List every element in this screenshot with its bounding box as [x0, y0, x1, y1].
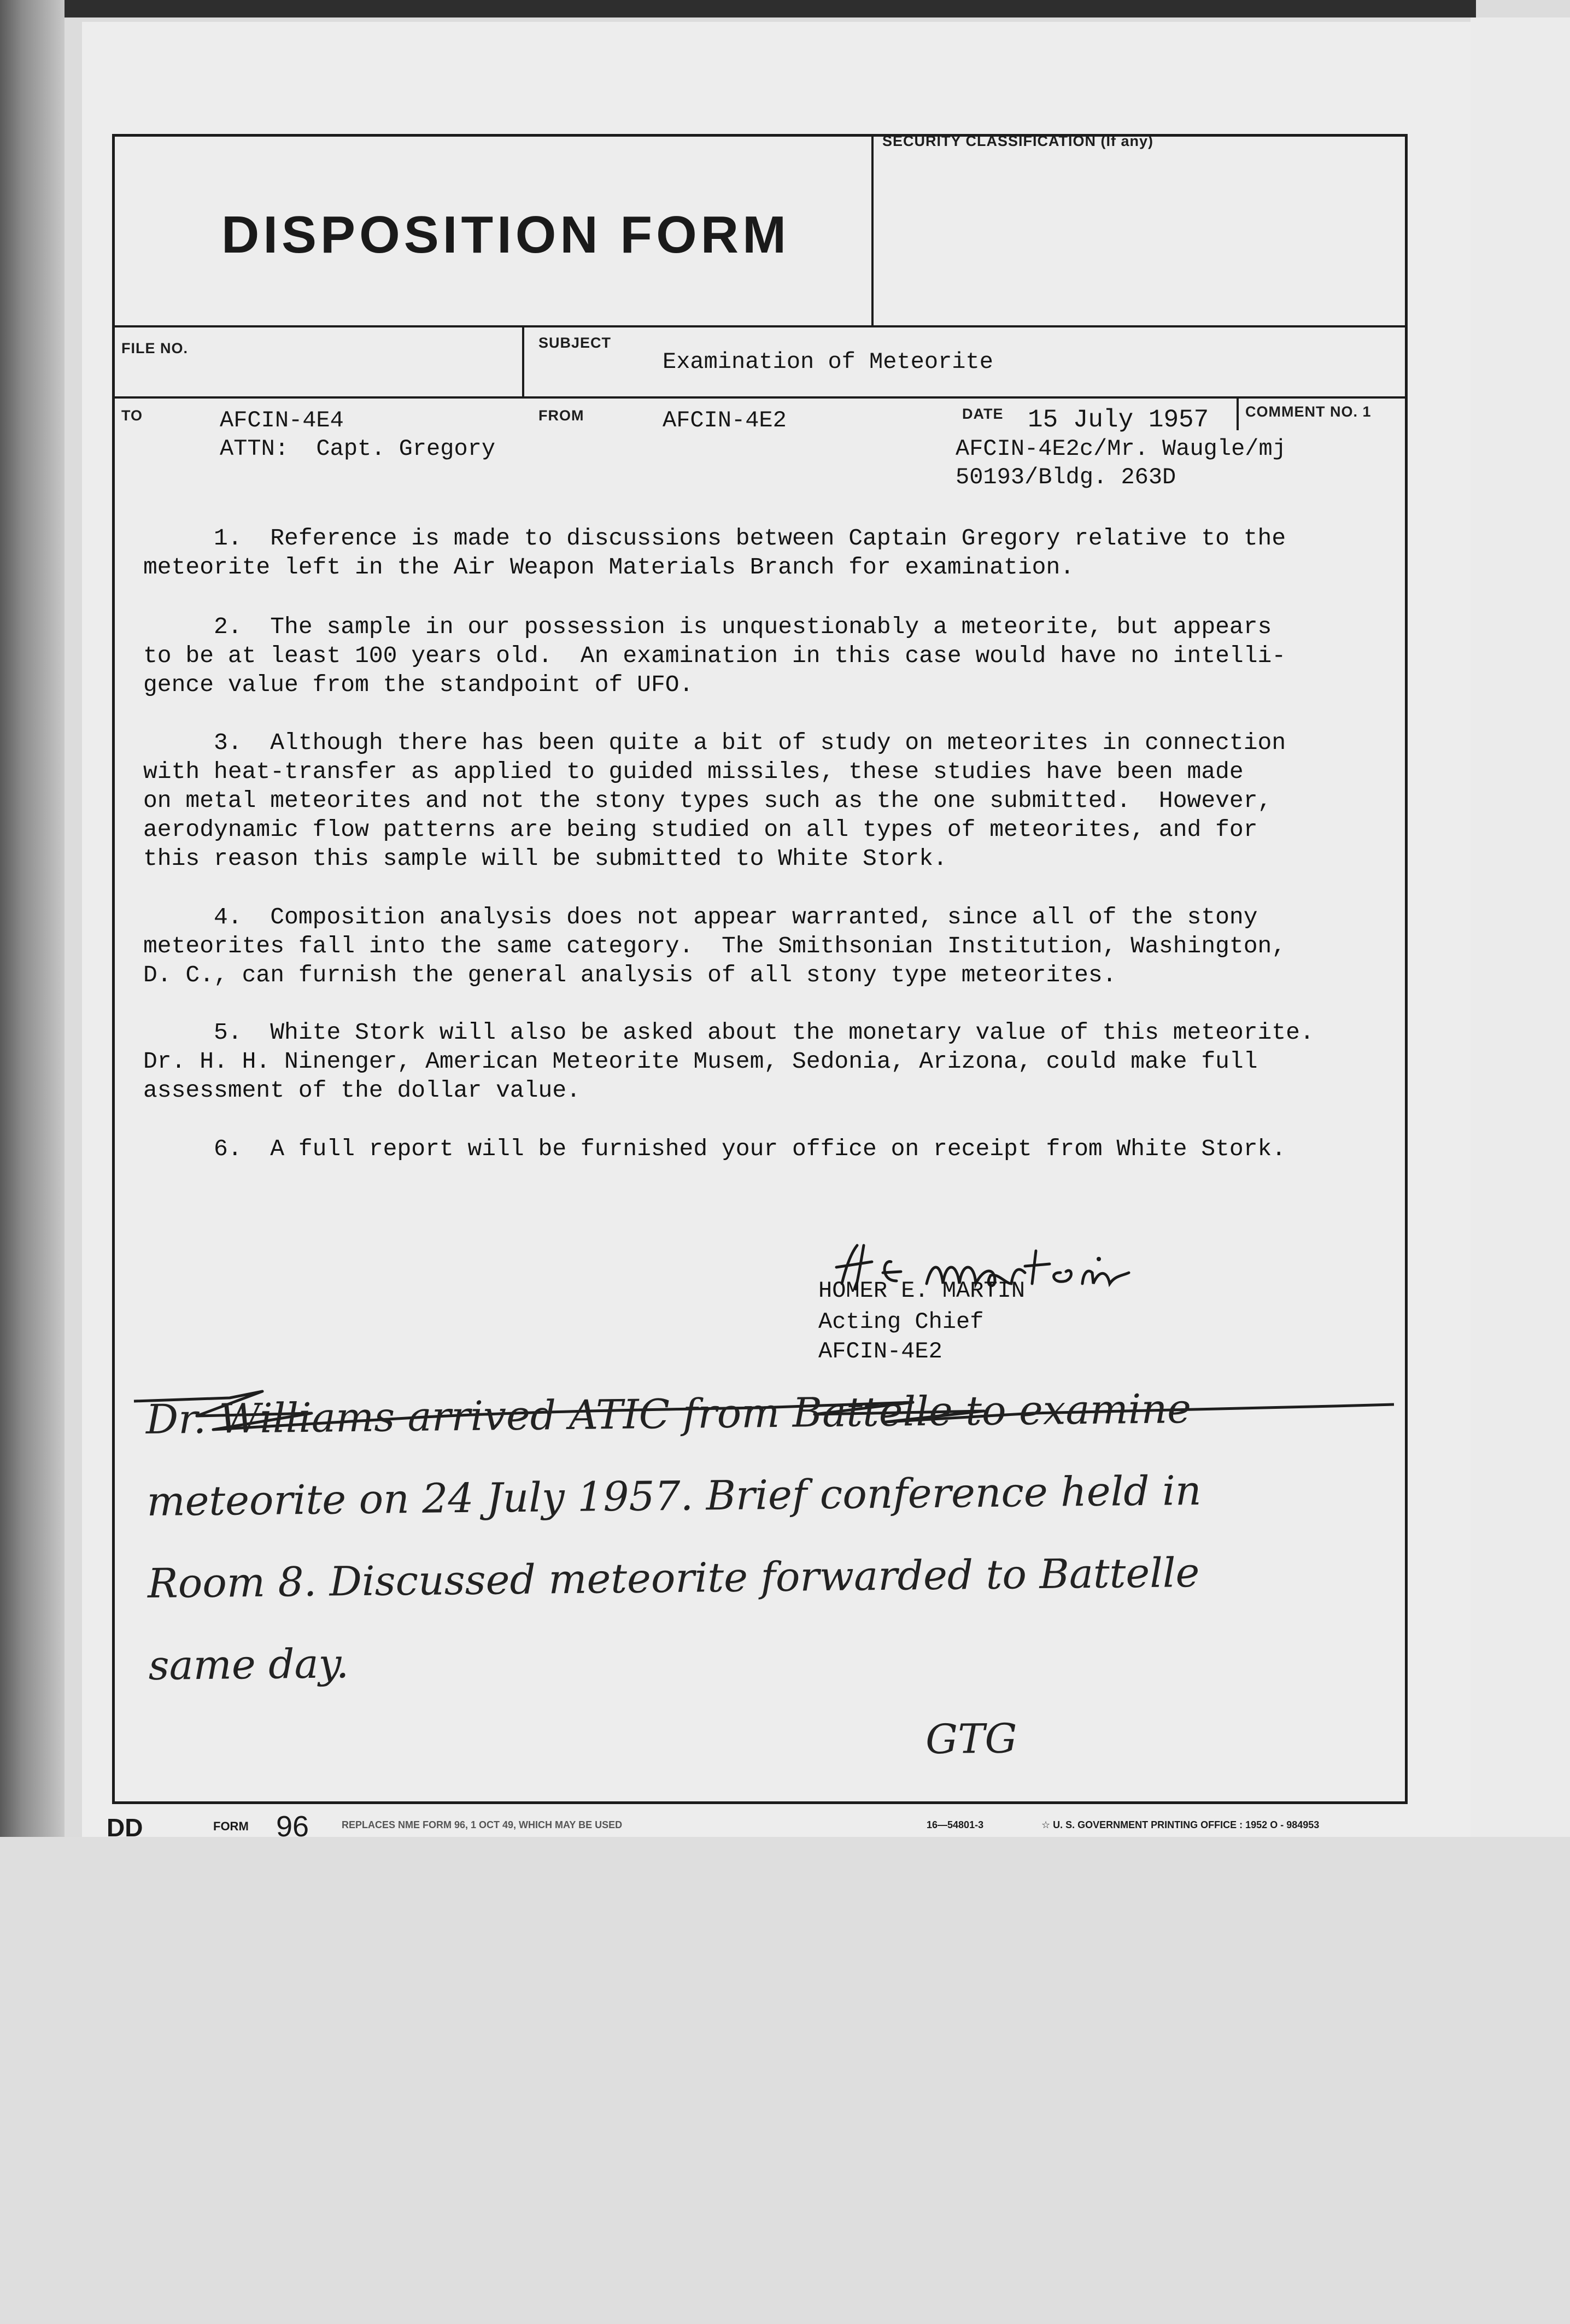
- footer-replaces-note: REPLACES NME FORM 96, 1 OCT 49, WHICH MAY BE USED: [342, 1819, 623, 1830]
- form-footer: [107, 1810, 1408, 1843]
- footer-form-label: FORM: [213, 1819, 249, 1833]
- signer-title: Acting Chief: [818, 1309, 984, 1335]
- handwritten-line-4: same day.: [148, 1640, 349, 1690]
- header-bottom-rule: [112, 325, 1408, 327]
- paragraph-6: 6. A full report will be furnished your office on receipt from White Stork.: [143, 1135, 1286, 1162]
- file-subject-divider: [522, 326, 524, 397]
- footer-printing-office: ☆ U. S. GOVERNMENT PRINTING OFFICE : 1952 O - 984953: [1041, 1819, 1320, 1830]
- handwritten-line-1: Dr. Williams arrived ATIC from Battelle to examine: [145, 1385, 1192, 1444]
- comment-divider: [1237, 397, 1239, 430]
- security-classification-label: SECURITY CLASSIFICATION (If any): [882, 133, 1154, 149]
- comment-number-label: COMMENT NO. 1: [1245, 403, 1372, 420]
- paragraph-1: 1. Reference is made to discussions between Captain Gregory relative to the meteorite left in the Air Weapon Materials Branch for examination.: [143, 525, 1286, 581]
- paragraph-3: 3. Although there has been quite a bit of study on meteorites in connection with heat-transfer as applied to guided missiles, these studies have been made on metal meteorites and not the stony types such as the one submitted. However, aerodynamic flow patterns are being studied on all types of meteorites, and for this reason this sample will be submitted to White Stork.: [143, 729, 1286, 872]
- from-label: FROM: [538, 407, 584, 424]
- scan-border-top: [0, 0, 1476, 17]
- from-value: AFCIN-4E2: [663, 407, 787, 434]
- footer-stock-number: 16—54801-3: [927, 1819, 984, 1830]
- form-title: DISPOSITION FORM: [221, 206, 790, 264]
- subject-bottom-rule: [112, 396, 1408, 399]
- paragraph-4: 4. Composition analysis does not appear warranted, since all of the stony meteorites fall into the same category. The Smithsonian Institution, Washington, D. C., can furnish the general analysis of all stony type meteorites.: [143, 904, 1286, 988]
- paragraph-2: 2. The sample in our possession is unquestionably a meteorite, but appears to be at least 100 years old. An examination in this case would have no intelli- gence value from the standpoint of UFO.: [143, 613, 1286, 698]
- header-divider: [871, 134, 874, 326]
- to-office: AFCIN-4E4: [220, 407, 344, 434]
- to-label: TO: [121, 407, 143, 424]
- signer-name: HOMER E. MARTIN: [818, 1278, 1026, 1304]
- subject-value: Examination of Meteorite: [663, 349, 993, 375]
- subject-label: SUBJECT: [538, 335, 612, 351]
- to-attention: ATTN: Capt. Gregory: [220, 436, 496, 462]
- handwritten-line-2: meteorite on 24 July 1957. Brief conference held in: [146, 1467, 1202, 1526]
- paragraph-5: 5. White Stork will also be asked about the monetary value of this meteorite. Dr. H. H. Ninenger, American Meteorite Musem, Sedonia, Arizona, could make full assessment of the dollar value.: [143, 1019, 1314, 1104]
- scan-border-left: [0, 0, 65, 1837]
- routing-symbol: AFCIN-4E2c/Mr. Waugle/mj: [956, 436, 1286, 462]
- blank-area: [0, 1837, 1570, 2324]
- handwritten-note: [145, 1366, 1407, 1794]
- footer-dd: DD: [107, 1813, 143, 1842]
- scan-margin-right: [1471, 17, 1570, 1838]
- routing-phone-building: 50193/Bldg. 263D: [956, 464, 1176, 490]
- file-no-label: FILE NO.: [121, 340, 188, 356]
- handwritten-initials: GTG: [925, 1715, 1018, 1764]
- signer-office: AFCIN-4E2: [818, 1338, 942, 1365]
- date-label: DATE: [962, 406, 1004, 422]
- handwritten-line-3: Room 8. Discussed meteorite forwarded to Battelle: [147, 1549, 1200, 1608]
- footer-form-number: 96: [276, 1810, 309, 1843]
- date-value: 15 July 1957: [1028, 406, 1209, 434]
